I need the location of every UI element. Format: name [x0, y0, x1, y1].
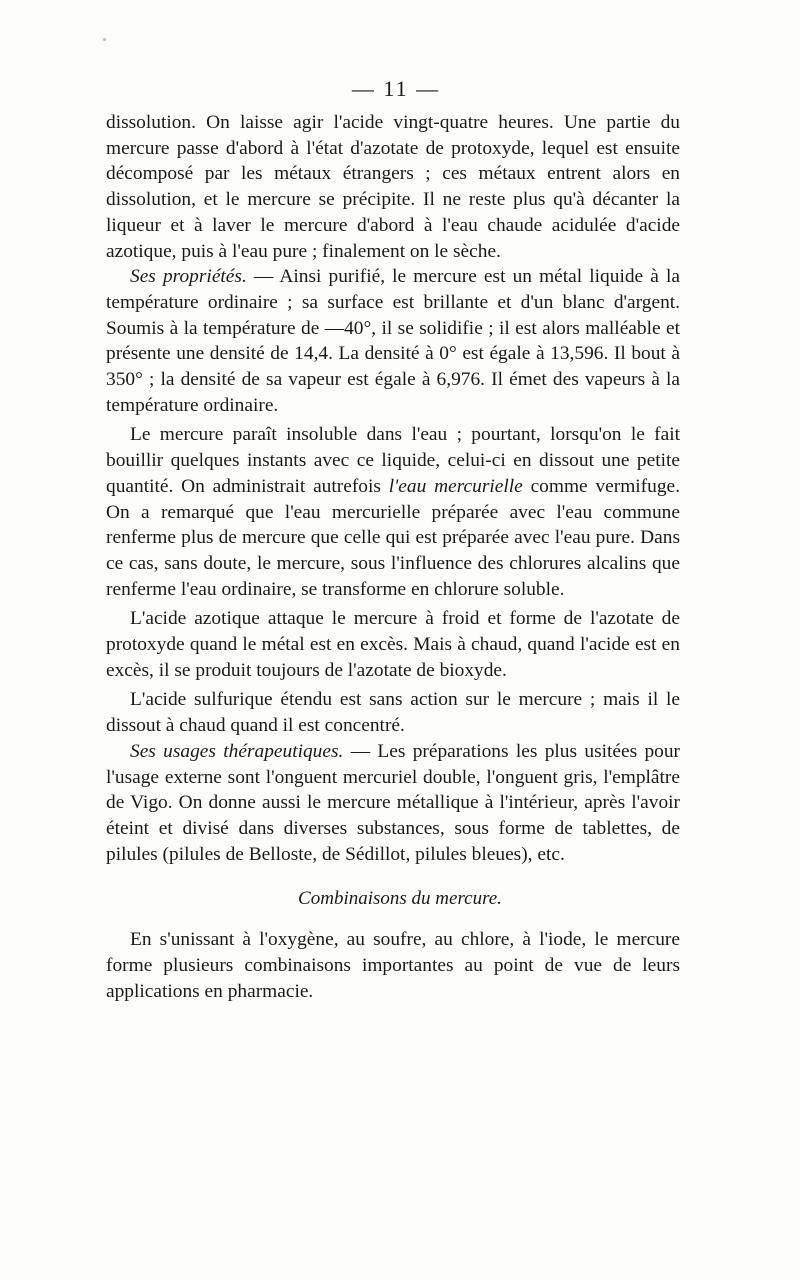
page-number: — 11 —: [351, 76, 441, 101]
paragraph-acide-sulfurique: L'acide sulfurique étendu est sans action sur le mercure ; mais il le dissout à chaud quand il est concentré.: [106, 689, 680, 737]
paragraph-lead-proprietes: Ses propriétés.: [130, 266, 247, 288]
section-title: Combinaisons du mercure.: [298, 888, 502, 910]
paragraph-dissolution: dissolution. On laisse agir l'acide vingt-quatre heures. Une partie du mercure passe d'abord à l'état d'azotate de protoxyde, lequel est ensuite décomposé par les métaux étrangers ; ces métaux entrent alors en dissolution, et le mercure se précipite. Il ne reste plus qu'à décanter la liqueur et à laver le mercure d'abord à l'eau chaude acidulée d'acide azotique, puis à l'eau pure ; finalement on le sèche.: [106, 112, 680, 262]
paragraph-usages: [106, 739, 680, 868]
paragraph-text-usages: — Les préparations les plus usitées pour l'usage externe sont l'onguent mercuriel double, l'onguent gris, l'emplâtre de Vigo. On donne aussi le mercure métallique à l'intérieur, après l'avoir éteint et divisé dans diverses substances, sous forme de tablettes, de pilules (pilules de Belloste, de Sédillot, pilules bleues), etc.: [106, 740, 681, 865]
paragraph-acide-azotique: L'acide azotique attaque le mercure à froid et forme de l'azotate de protoxyde quand le métal est en excès. Mais à chaud, quand l'acide est en excès, il se produit toujours de l'azotate de bioxyde.: [106, 608, 680, 681]
paragraph-text-proprietes: — Ainsi purifié, le mercure est un métal liquide à la température ordinaire ; sa surface est brillante et d'un blanc d'argent. Soumis à la température de —40°, il se solidifie ; il est alors malléable et présente une densité de 14,4. La densité à 0° est égale à 13,596. Il bout à 350° ; la densité de sa vapeur est égale à 6,976. Il émet des vapeurs à la température ordinaire.: [106, 266, 680, 416]
paragraph-proprietes: [106, 264, 680, 418]
paragraph-lead-usages: Ses usages thérapeutiques.: [130, 740, 344, 762]
book-page: [106, 74, 680, 1005]
paragraph-eau-mercurielle: [106, 422, 680, 602]
paragraph-text-eau-a: Le mercure paraît insoluble dans l'eau ; pourtant, lorsqu'on le fait bouillir quelques instants avec ce liquide, celui-ci en dissout une petite quantité. On administrait autrefois: [106, 424, 680, 497]
print-speck: [103, 38, 106, 41]
italic-eau-mercurielle: l'eau mercurielle: [388, 475, 523, 497]
paragraph-text-eau-b: comme vermifuge. On a remarqué que l'eau mercurielle préparée avec l'eau commune renferme plus de mercure que celle qui est préparée avec l'eau pure. Dans ce cas, sans doute, le mercure, sous l'influence des chlorures alcalins que renferme l'eau ordinaire, se transforme en chlorure soluble.: [106, 475, 680, 600]
paragraph-combinaisons: En s'unissant à l'oxygène, au soufre, au chlore, à l'iode, le mercure forme plusieurs combinaisons importantes au point de vue de leurs applications en pharmacie.: [106, 929, 680, 1002]
